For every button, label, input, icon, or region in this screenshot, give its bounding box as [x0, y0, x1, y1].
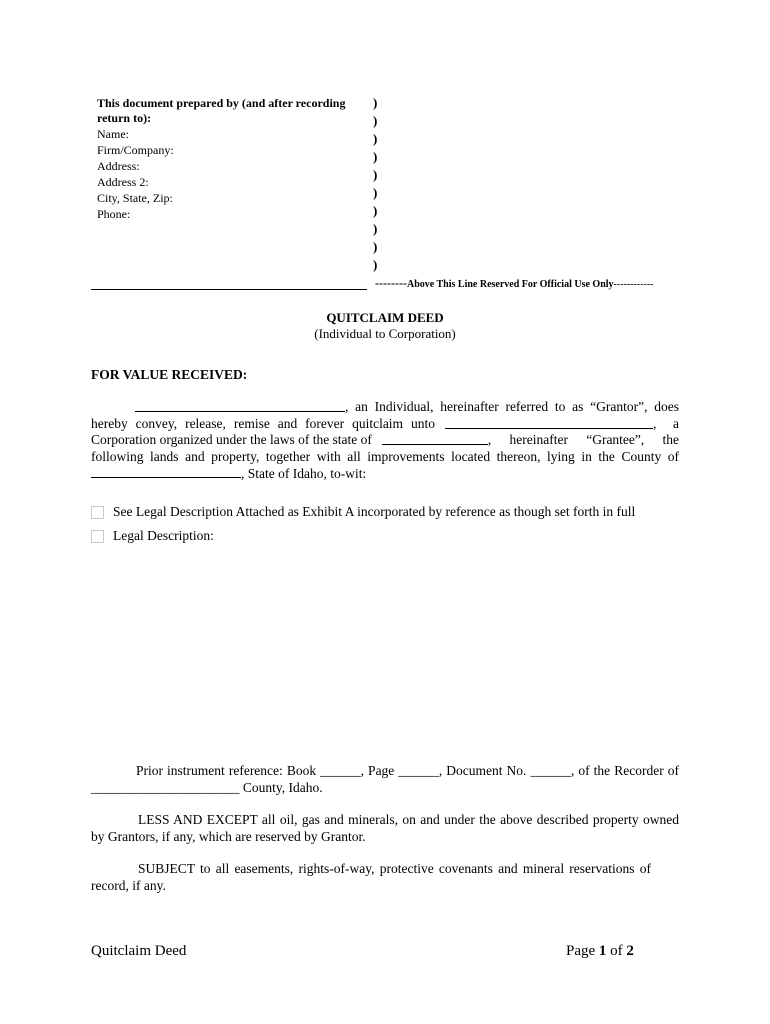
grant-line-1: [91, 399, 679, 416]
legal-description-label: Legal Description:: [113, 528, 214, 543]
prepared-by-heading: [97, 96, 345, 126]
field-city-state-zip: City, State, Zip:: [97, 191, 173, 205]
less-except-paragraph: [91, 812, 679, 845]
grantee-name-blank[interactable]: [445, 416, 653, 429]
state-blank[interactable]: [382, 432, 488, 445]
grant-text-2-end: , a: [653, 415, 679, 431]
paren: ): [373, 203, 378, 218]
grant-line-5: [91, 465, 679, 483]
exhibit-a-checkbox[interactable]: [91, 506, 104, 519]
paren: ): [373, 167, 378, 182]
legal-description-checkbox[interactable]: [91, 530, 104, 543]
grant-text-1: , an Individual, hereinafter referred to as “Grantor”, does: [345, 399, 679, 414]
exhibit-a-label: See Legal Description Attached as Exhibit A incorporated by reference as though set forth in full: [113, 504, 636, 519]
grant-text-5: , State of Idaho, to-wit:: [241, 466, 367, 481]
field-firm: Firm/Company:: [97, 143, 174, 157]
grant-line-3: [91, 432, 679, 449]
page-subtitle: (Individual to Corporation): [314, 326, 456, 341]
option-exhibit-a[interactable]: [91, 504, 635, 520]
page-indicator: [566, 943, 634, 960]
less-text-2: by Grantors, if any, which are reserved by Grantor.: [91, 828, 366, 844]
paren: ): [373, 131, 378, 146]
grant-text-3-end: , hereinafter “Grantee”, the: [487, 432, 679, 447]
reserved-line: [375, 276, 654, 291]
reserved-dashes-left: --------: [375, 276, 407, 290]
prior-text-2: ______________________ County, Idaho.: [91, 779, 323, 795]
subject-to-paragraph: [91, 861, 651, 894]
header-rule: [91, 289, 367, 290]
paren: ): [373, 95, 378, 110]
grant-text-4: following lands and property, together with all improvements located thereon, lying in the County of: [91, 448, 679, 464]
paren-column: [373, 94, 377, 274]
page-word: Page: [566, 943, 596, 959]
prepared-by-line-1: This document prepared by (and after recording: [97, 96, 346, 110]
page-number: 1: [598, 943, 607, 959]
prior-instrument-paragraph: [91, 763, 679, 796]
of-word: of: [610, 943, 623, 959]
paren: ): [373, 221, 378, 236]
prepared-by-line-2: return to):: [97, 111, 152, 125]
return-to-fields: [97, 126, 174, 222]
subject-text-1: SUBJECT to all easements, rights-of-way, protective covenants and mineral reservations of: [138, 861, 651, 876]
field-phone: Phone:: [97, 207, 131, 221]
reserved-text: Above This Line Reserved For Official Use Only: [406, 279, 614, 290]
reserved-dashes-right: ------------: [613, 279, 654, 290]
field-address-2: Address 2:: [97, 175, 149, 189]
paren: ): [373, 149, 378, 164]
paren: ): [373, 257, 378, 272]
field-address: Address:: [97, 159, 140, 173]
option-legal-description[interactable]: [91, 528, 214, 544]
grant-indent: [91, 399, 135, 416]
grant-paragraph: [91, 399, 679, 483]
grant-text-3: Corporation organized under the laws of the state of: [91, 432, 372, 447]
grant-line-2: [91, 416, 679, 433]
page-title: QUITCLAIM DEED: [326, 310, 444, 325]
paren: ): [373, 113, 378, 128]
field-name: Name:: [97, 127, 129, 141]
for-value-heading: FOR VALUE RECEIVED:: [91, 367, 248, 382]
paren: ): [373, 185, 378, 200]
county-blank[interactable]: [91, 465, 241, 478]
paren: ): [373, 239, 378, 254]
less-text-1: LESS AND EXCEPT all oil, gas and minerals, on and under the above described property owned: [138, 812, 679, 827]
subject-text-2: record, if any.: [91, 877, 166, 893]
footer-doc-name: Quitclaim Deed: [91, 943, 187, 959]
prior-text-1: Prior instrument reference: Book ______, Page ______, Document No. ______, of the Recorder of: [136, 763, 679, 778]
grantor-name-blank[interactable]: [135, 399, 345, 412]
page-total: 2: [626, 943, 634, 959]
grant-text-2: hereby convey, release, remise and forever quitclaim unto: [91, 415, 435, 431]
